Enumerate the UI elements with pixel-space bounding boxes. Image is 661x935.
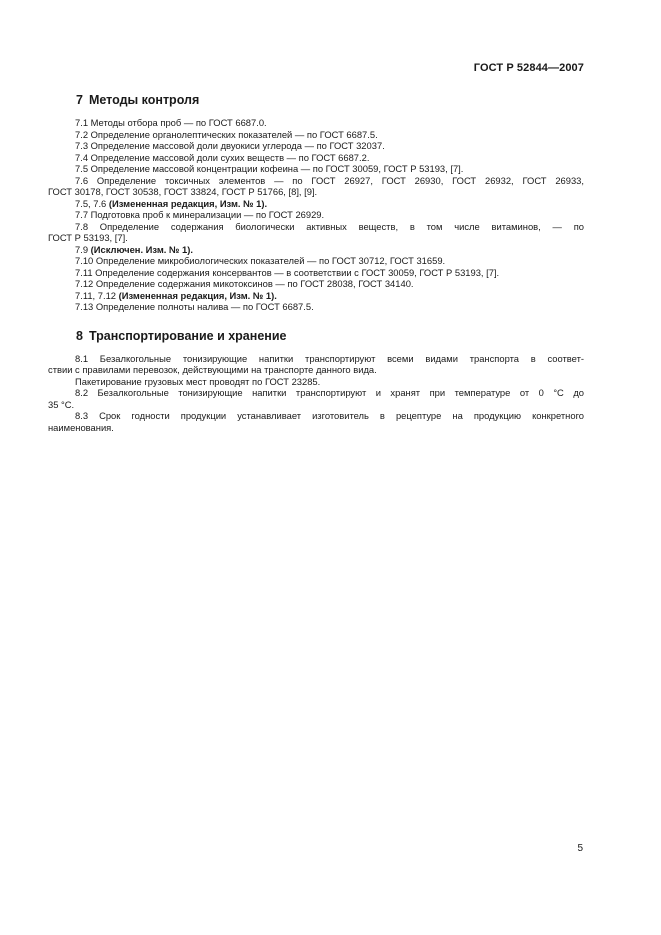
- section-8-title: Транспортирование и хранение: [88, 328, 287, 343]
- item-8-1-palletizing: Пакетирование грузовых мест проводят по ГОСТ 23285.: [75, 375, 321, 387]
- item-7-5: 7.5 Определение массовой концентрации кофеина — по ГОСТ 30059, ГОСТ Р 53193, [7].: [75, 163, 464, 174]
- section-8-number: 8: [76, 328, 83, 343]
- page-number: 5: [577, 843, 583, 854]
- item-8-3-line1: 8.3 Срок годности продукции устанавливает изготовитель в рецептуре на продукцию конкретного: [75, 410, 584, 421]
- page-content: [48, 93, 584, 433]
- item-7-1: 7.1 Методы отбора проб — по ГОСТ 6687.0.: [75, 117, 267, 128]
- item-7-8: [48, 221, 584, 244]
- section-8-heading: [76, 329, 584, 344]
- item-8-1-line1: 8.1 Безалкогольные тонизирующие напитки транспортируют всеми видами транспорта в соответ-: [75, 352, 584, 364]
- item-7-12: 7.12 Определение содержания микотоксинов — по ГОСТ 28038, ГОСТ 34140.: [75, 278, 414, 289]
- item-7-11: 7.11 Определение содержания консервантов — в соответствии с ГОСТ 30059, ГОСТ Р 53193, [7].: [75, 266, 500, 278]
- item-7-8-line2: ГОСТ Р 53193, [7].: [48, 232, 128, 243]
- section-7-number: 7: [76, 93, 83, 107]
- item-7-13: 7.13 Определение полноты налива — по ГОСТ 6687.5.: [75, 301, 314, 312]
- amendment-ref: 7.11, 7.12: [75, 289, 119, 301]
- amendment-text: (Исключен. Изм. № 1).: [90, 243, 193, 255]
- item-7-7: 7.7 Подготовка проб к минерализации — по ГОСТ 26929.: [75, 209, 325, 220]
- section-7-heading: [76, 93, 584, 108]
- section-8: [48, 329, 584, 434]
- item-8-3: [48, 410, 584, 433]
- item-7-10: 7.10 Определение микробиологических показателей — по ГОСТ 30712, ГОСТ 31659.: [75, 255, 446, 266]
- item-7-6-line2: ГОСТ 30178, ГОСТ 30538, ГОСТ 33824, ГОСТ Р 51766, [8], [9].: [48, 186, 318, 197]
- item-8-1: [48, 353, 584, 376]
- item-7-2: 7.2 Определение органолептических показателей — по ГОСТ 6687.5.: [75, 128, 378, 140]
- amendment-ref: 7.5, 7.6: [75, 197, 109, 209]
- item-7-4: 7.4 Определение массовой доли сухих веществ — по ГОСТ 6687.2.: [75, 151, 370, 163]
- item-7-6-line1: 7.6 Определение токсичных элементов — по ГОСТ 26927, ГОСТ 26930, ГОСТ 26932, ГОСТ 26933,: [75, 174, 584, 186]
- amendment-note-7-11-7-12: [48, 290, 584, 302]
- item-8-2: [48, 387, 584, 410]
- amendment-ref: 7.9: [75, 243, 91, 255]
- item-8-1-line2: ствии с правилами перевозок, действующими на транспорте данного вида.: [48, 364, 377, 375]
- section-spacer: [48, 313, 584, 329]
- section-7-title: Методы контроля: [88, 93, 200, 107]
- item-8-3-line2: наименования.: [48, 421, 114, 433]
- item-7-9-excluded: [48, 244, 584, 256]
- item-7-6: [48, 175, 584, 198]
- item-7-8-line1: 7.8 Определение содержания биологически активных веществ, в том числе витаминов, — по: [75, 220, 584, 232]
- document-code: ГОСТ Р 52844—2007: [473, 62, 584, 74]
- item-8-2-line1: 8.2 Безалкогольные тонизирующие напитки транспортируют и хранят при температуре от 0 °С до: [75, 387, 584, 398]
- amendment-note-7-5-7-6: [48, 198, 584, 210]
- item-8-2-line2: 35 °С.: [48, 398, 75, 410]
- amendment-text: (Измененная редакция, Изм. № 1).: [108, 197, 268, 209]
- item-7-3: 7.3 Определение массовой доли двуокиси углерода — по ГОСТ 32037.: [75, 140, 385, 151]
- amendment-text: (Измененная редакция, Изм. № 1).: [118, 289, 277, 301]
